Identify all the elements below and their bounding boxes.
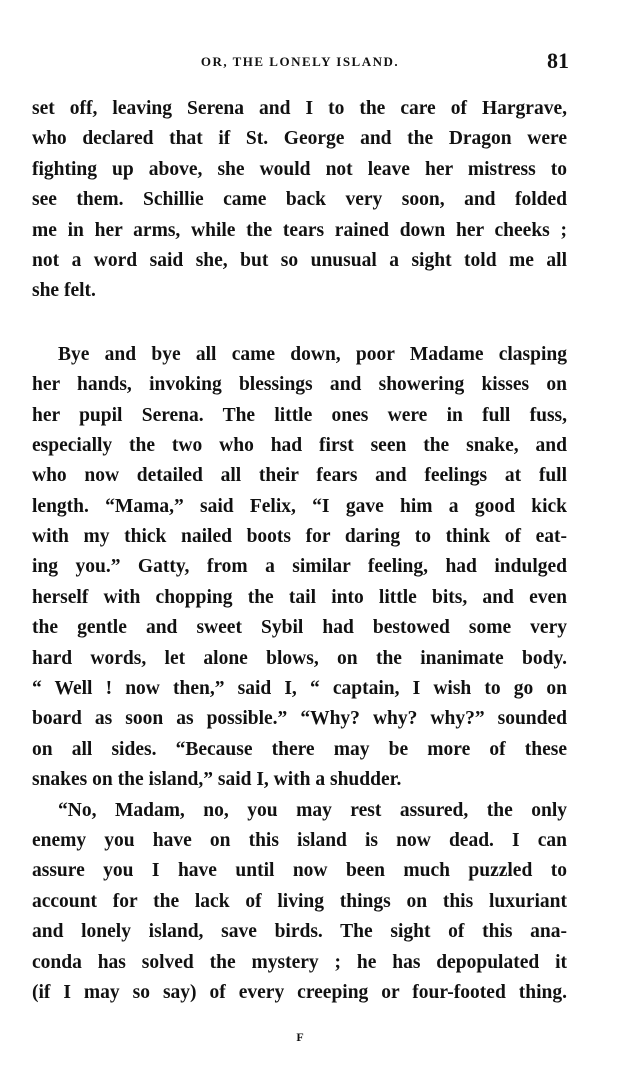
text-line: with my thick nailed boots for daring to think of eat- [32,526,567,548]
text-line: fighting up above, she would not leave her mistress to [32,158,567,180]
running-head: OR, THE LONELY ISLAND. [200,54,400,69]
text-line: Bye and bye all came down, poor Madame clasping [58,343,567,365]
text-line: herself with chopping the tail into little bits, and even [32,586,567,608]
text-line: board as soon as possible.” “Why? why? why?” sounded [32,708,567,730]
text-line: her hands, invoking blessings and showering kisses on [32,374,567,396]
text-line: on all sides. “Because there may be more of these [32,738,567,760]
text-line: and lonely island, save birds. The sight of this ana- [32,921,567,943]
text-line: conda has solved the mystery ; he has depopulated it [32,951,567,973]
text-line: (if I may so say) of every creeping or four-footed thing. [32,981,567,1003]
paragraph-1 [32,94,567,307]
text-line: me in her arms, while the tears rained down her cheeks ; [32,219,567,241]
text-line: account for the lack of living things on this luxuriant [32,890,567,912]
paragraph-gap [32,307,567,340]
paragraph-3 [32,796,567,1009]
text-line: ing you.” Gatty, from a similar feeling, had indulged [32,556,567,578]
text-line: especially the two who had first seen the snake, and [32,434,567,456]
signature-mark: F [296,1030,304,1044]
text-line: snakes on the island,” said I, with a shudder. [32,769,402,791]
text-line: set off, leaving Serena and I to the care of Hargrave, [32,98,567,119]
text-line: enemy you have on this island is now dead. I can [32,829,567,851]
text-line: “ Well ! now then,” said I, “ captain, I wish to go on [32,678,567,700]
text-line: she felt. [32,280,96,302]
text-line: hard words, let alone blows, on the inanimate body. [32,647,567,669]
page-number: 81 [547,48,569,73]
text-line: who now detailed all their fears and feelings at full [32,465,567,487]
text-line: “No, Madam, no, you may rest assured, the only [58,799,567,821]
text-line: not a word said she, but so unusual a sight told me all [32,249,567,271]
text-line: see them. Schillie came back very soon, and folded [32,189,567,211]
text-line: her pupil Serena. The little ones were in full fuss, [32,404,567,426]
text-line: the gentle and sweet Sybil had bestowed some very [32,617,567,639]
text-line: length. “Mama,” said Felix, “I gave him a good kick [32,495,567,517]
text-line: assure you I have until now been much puzzled to [32,860,567,882]
text-line: who declared that if St. George and the Dragon were [32,128,567,150]
paragraph-2 [32,340,567,796]
page-header [0,50,637,74]
body-text [32,94,567,1008]
